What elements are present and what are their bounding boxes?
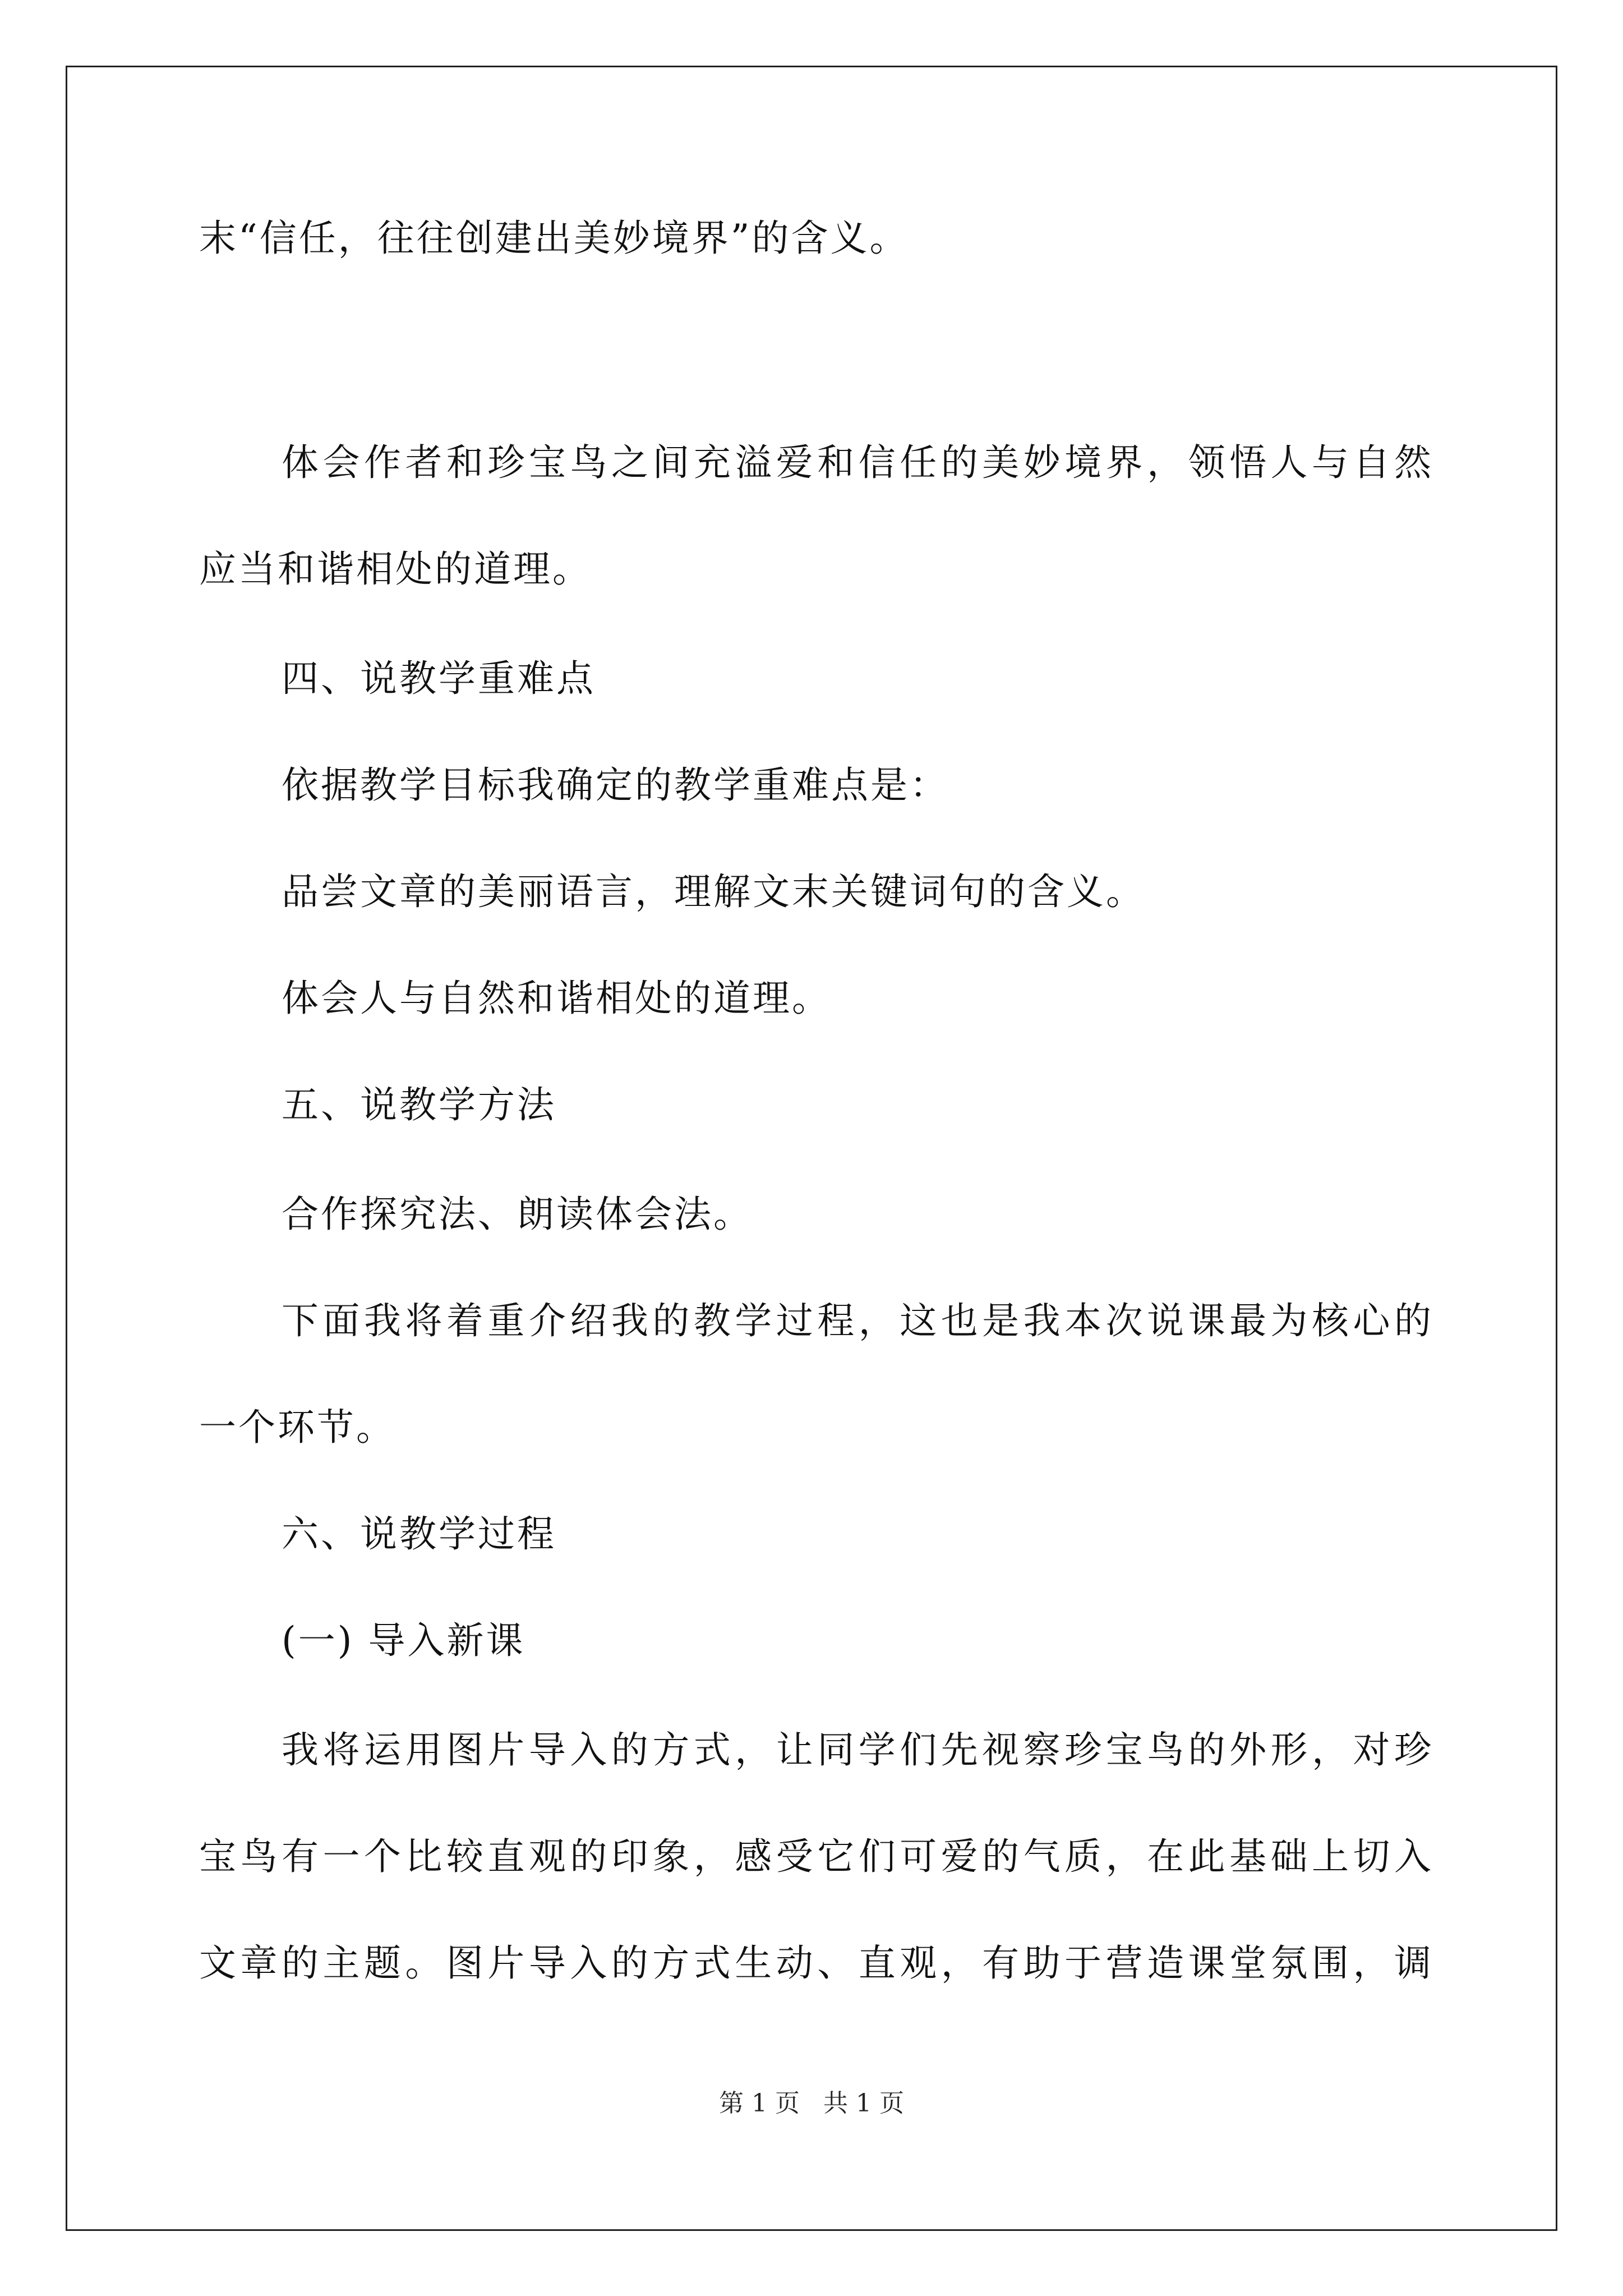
text-line: 下面我将着重介绍我的教学过程，这也是我本次说课最为核心的 (282, 1299, 1431, 1342)
section-heading: 四、说教学重难点 (282, 657, 596, 700)
text-line: 一个环节。 (199, 1406, 395, 1449)
text-line: 品尝文章的美丽语言，理解文末关键词句的含义。 (282, 870, 1145, 913)
text-line: 我将运用图片导入的方式，让同学们先视察珍宝鸟的外形，对珍 (282, 1728, 1431, 1772)
text-line: 文章的主题。图片导入的方式生动、直观，有助于营造课堂氛围，调 (199, 1941, 1431, 1985)
text-line: 应当和谐相处的道理。 (199, 547, 592, 591)
text-line: 宝鸟有一个比较直观的印象，感受它们可爱的气质，在此基础上切入 (199, 1835, 1431, 1878)
text-line: 体会人与自然和谐相处的道理。 (282, 977, 831, 1020)
text-line: 体会作者和珍宝鸟之间充溢爱和信任的美妙境界，领悟人与自然 (282, 441, 1431, 484)
subsection-heading: (一) 导入新课 (282, 1619, 525, 1662)
text-line: 末“信任，往往创建出美妙境界”的含义。 (199, 217, 909, 260)
text-line: 依据教学目标我确定的教学重难点是： (282, 763, 949, 807)
section-heading: 六、说教学过程 (282, 1512, 556, 1556)
page-frame (66, 66, 1557, 2231)
section-heading: 五、说教学方法 (282, 1083, 556, 1126)
page-number-footer: 第 1 页 共 1 页 (719, 2089, 904, 2118)
text-line: 合作探究法、朗读体会法。 (282, 1193, 753, 1236)
